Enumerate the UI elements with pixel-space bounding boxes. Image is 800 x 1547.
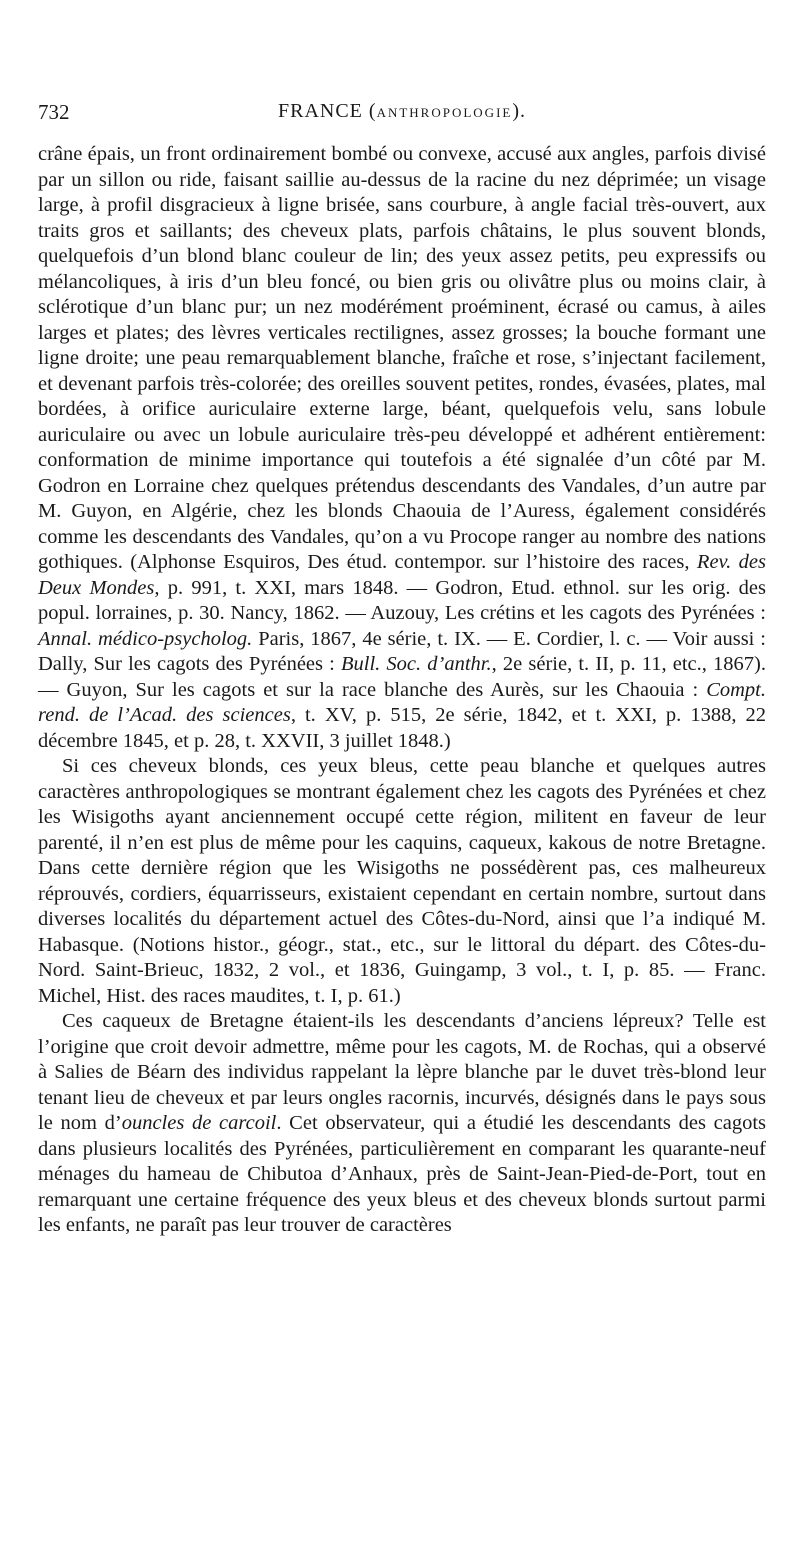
- running-title-main: FRANCE: [277, 100, 363, 122]
- text-run: , t. XV, p. 515, 2e série, 1842, et t. XXI, p. 1388, 22 décembre 1845, et p. 28, t. XXVII, 3 juillet 1848.): [38, 704, 766, 752]
- page-number: 732: [38, 100, 70, 124]
- text-run: Ces caqueux de Bretagne étaient-ils les descendants d’anciens lépreux? Telle est l’origine que croit devoir admettre, même pour les cagots, M. de Rochas, qui a observé à Salies de Béarn des individus rappelant la lèpre blanche par le duvet très-blond leur tenant lieu de cheveux et par leurs ongles racornis, incurvés, désignés dans le pays sous le nom d’: [38, 1010, 766, 1134]
- paragraph: [38, 1009, 766, 1239]
- running-title-sub: ANTHROPOLOGIE: [376, 105, 513, 120]
- italic-citation: Rev. des Deux Mondes: [38, 551, 766, 599]
- paragraph: [38, 142, 766, 754]
- text-run: Si ces cheveux blonds, ces yeux bleus, cette peau blanche et quelques autres caractères anthropologiques se montrant également chez les cagots des Pyrénées et chez les Wisigoths ayant anciennement occupé cette région, militent en faveur de leur parenté, il n’en est plus de même pour les caquins, caqueux, kakous de notre Bretagne. Dans cette dernière région que les Wisigoths ne possédèrent pas, ces malheureux réprouvés, cordiers, équarrisseurs, existaient cependant en certain nombre, surtout dans diverses localités du département actuel des Côtes-du-Nord, ainsi que l’a indiqué M. Habasque. (Notions histor., géogr., stat., etc., sur le littoral du départ. des Côtes-du-Nord. Saint-Brieuc, 1832, 2 vol., et 1836, Guingamp, 3 vol., t. I, p. 85. — Franc. Michel, Hist. des races maudites, t. I, p. 61.): [38, 755, 766, 1007]
- italic-citation: Compt. rend. de l’Acad. des sciences: [38, 678, 766, 726]
- text-run: Paris, 1867, 4e série, t. IX. — E. Cordier, l. c. — Voir aussi : Dally, Sur les cagots des Pyrénées :: [38, 627, 766, 675]
- text-run: , 2e série, t. II, p. 11, etc., 1867). — Guyon, Sur les cagots et sur la race blanche des Aurès, sur les Chaouia :: [38, 653, 767, 701]
- body-text: [38, 142, 766, 1239]
- italic-citation: ouncles de carcoil: [121, 1112, 277, 1134]
- text-run: , p. 991, t. XXI, mars 1848. — Godron, Etud. ethnol. sur les orig. des popul. lorraines, p. 30. Nancy, 1862. — Auzouy, Les crétins et les cagots des Pyrénées :: [38, 576, 767, 624]
- running-header: [38, 100, 766, 130]
- paragraph: [38, 754, 766, 1009]
- italic-citation: Bull. Soc. d’anthr.: [340, 653, 492, 675]
- text-run: crâne épais, un front ordinairement bombé ou convexe, accusé aux angles, parfois divisé par un sillon ou ride, faisant saillie au-dessus de la racine du nez déprimée; un visage large, à profil disgracieux à ligne brisée, sans courbure, à angle facial très-ouvert, aux traits gros et saillants; des cheveux plats, parfois châtains, le plus souvent blonds, quelquefois d’un blond blanc couleur de lin; des yeux assez petits, peu expressifs ou mélancoliques, à iris d’un bleu foncé, ou bien gris ou olivâtre plus ou moins clair, à sclérotique d’un blanc pur; un nez modérément proéminent, écrasé ou camus, à ailes larges et plates; des lèvres verticales rectilignes, assez grosses; la bouche formant une ligne droite; une peau remarquablement blanche, fraîche et rose, s’injectant facilement, et devenant parfois très-colorée; des oreilles souvent petites, rondes, évasées, plates, mal bordées, à orifice auriculaire externe large, béant, quelquefois velu, sans lobule auriculaire ou avec un lobule auriculaire très-peu développé et adhérent entièrement: conformation de minime importance qui toutefois a été signalée d’un côté par M. Godron en Lorraine chez quelques prétendus descendants des Vandales, d’un autre par M. Guyon, en Algérie, chez les blonds Chaouia de l’Auress, également considérés comme les descendants des Vandales, qu’on a vu Procope ranger au nombre des nations gothiques. (Alphonse Esquiros, Des étud. contempor. sur l’histoire des races,: [38, 143, 766, 573]
- italic-citation: Annal. médico-psycholog.: [38, 627, 253, 650]
- running-title: FRANCE (ANTHROPOLOGIE).: [277, 100, 527, 122]
- text-run: . Cet observateur, qui a étudié les descendants des cagots dans plusieurs localités des Pyrénées, particulièrement en comparant les quarante-neuf ménages du hameau de Chibutoa d’Anhaux, près de Saint-Jean-Pied-de-Port, tout en remarquant une certaine fréquence des yeux bleus et des cheveux blonds surtout parmi les enfants, ne paraît pas leur trouver de caractères: [38, 1112, 766, 1236]
